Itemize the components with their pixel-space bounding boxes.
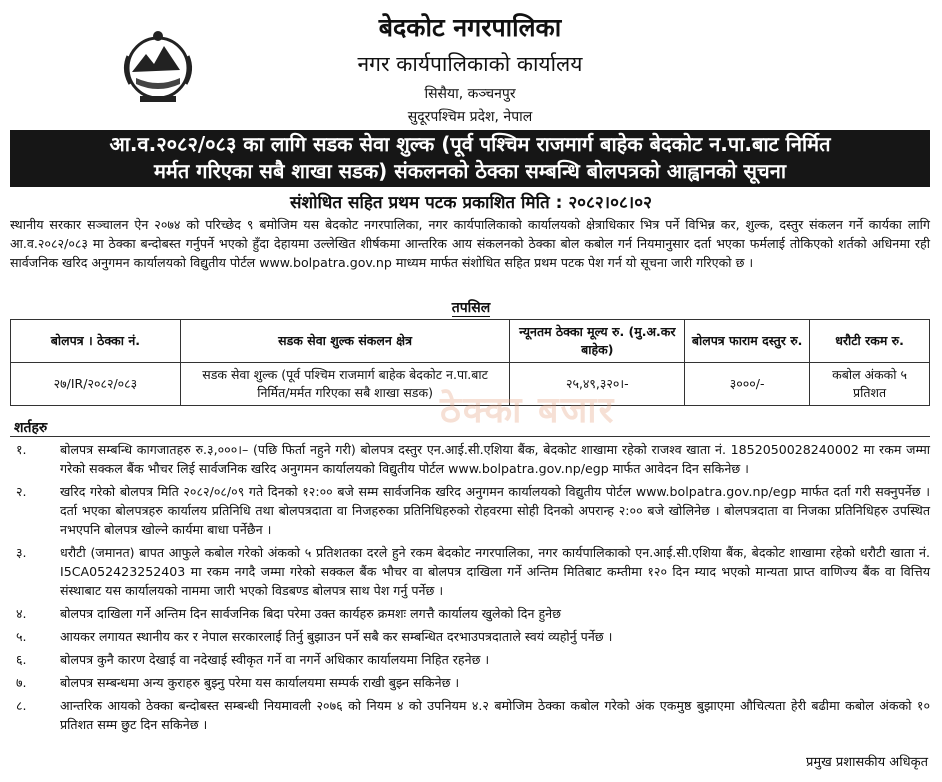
- banner-line-2: मर्मत गरिएका सबै शाखा सडक) संकलनको ठेक्का सम्बन्धि बोलपत्रको आह्वानको सूचना: [153, 159, 787, 183]
- province-name: सुदूरपश्चिम प्रदेश, नेपाल: [407, 109, 533, 125]
- terms-list: [10, 440, 930, 738]
- terms-heading-text: शर्तहरु: [14, 420, 48, 436]
- header-cell-area: सडक सेवा शुल्क संकलन क्षेत्र: [180, 320, 510, 363]
- table-header-row: [11, 320, 930, 363]
- list-item: [10, 627, 930, 646]
- term-text: आयकर लगायत स्थानीय कर र नेपाल सरकारलाई तिर्नु बुझाउन पर्ने सबै कर सम्बन्धित दरभाउपत्रदाताले स्वयं व्यहोर्नु पर्नेछ ।: [60, 629, 613, 644]
- notice-title-banner: [10, 130, 930, 187]
- cell-min-price: २५,४९,३२०।-: [510, 363, 685, 406]
- cell-bid-no: २७/IR/२०८२/०८३: [11, 363, 181, 406]
- term-number: ३.: [16, 545, 27, 560]
- cell-form-fee: ३०००/-: [685, 363, 810, 406]
- list-item: [10, 696, 930, 734]
- signatory-title: प्रमुख प्रशासकीय अधिकृत: [805, 755, 928, 770]
- term-number: ८.: [16, 698, 27, 713]
- term-text: बोलपत्र सम्बन्धमा अन्य कुराहरु बुझ्नु परेमा यस कार्यालयमा सम्पर्क राखी बुझ्न सकिनेछ ।: [60, 675, 460, 690]
- term-text: बोलपत्र दाखिला गर्ने अन्तिम दिन सार्वजनिक बिदा परेमा उक्त कार्यहरु क्रमशः लगत्तै कार्यालय खुलेको दिन हुनेछ: [60, 606, 561, 621]
- term-text: आन्तरिक आयको ठेक्का बन्दोबस्त सम्बन्धी नियमावली २०७६ को नियम ४ को उपनियम ४.२ बमोजिम ठेक्का कबोल गरेको अंक एकमुष्ठ बुझाएमा औचित्यता हेरी बढीमा कबोल अंकको १० प्रतिशत सम्म छुट दिन सकिनेछ ।: [60, 698, 930, 732]
- list-item: [10, 543, 930, 600]
- term-number: २.: [16, 484, 27, 499]
- office-name: बेदकोट नगरपालिका: [378, 13, 562, 42]
- header-cell-form-fee: बोलपत्र फाराम दस्तुर रु.: [685, 320, 810, 363]
- header-cell-deposit: धरौटी रकम रु.: [810, 320, 930, 363]
- schedule-heading: [0, 298, 942, 317]
- term-number: ६.: [16, 652, 27, 667]
- term-text: बोलपत्र सम्बन्धि कागजातहरु रु.३,०००।– (पछि फिर्ता नहुने गरी) बोलपत्र दस्तुर एन.आई.सी.एशिया बैंक, बेदकोट शाखामा रहेको राजश्व खाता नं. 1852050028240002 मा रकम जम्मा गरेको सक्कल बैंक भौचर लिई सार्वजनिक खरिद अनुगमन कार्यालयको विद्युतीय पोर्टल www.bolpatra.gov.np/egp मार्फत आवेदन दिन सकिनेछ ।: [60, 442, 930, 476]
- intro-paragraph: स्थानीय सरकार सञ्चालन ऐन २०७४ को परिच्छेद ९ बमोजिम यस बेदकोट नगरपालिका, नगर कार्यपालिकाको कार्यालयको क्षेत्राधिकार भित्र पर्ने विभिन्न कर, शुल्क, दस्तुर संकलन गर्ने कार्यका लागि आ.व.२०८२/०८३ मा ठेक्का बन्दोबस्त गर्नुपर्ने भएको हुँदा देहायमा उल्लेखित शीर्षकमा आन्तरिक आय संकलनको ठेक्का बोल कबोल गर्न नियमानुसार दर्ता भएका फर्मलाई तोकिएको शर्तको अधिनमा रही सार्वजनिक खरिद अनुगमन कार्यालयको विद्युतीय पोर्टल www.bolpatra.gov.np माध्यम मार्फत संशोधित सहित प्रथम पटक पेश गर्न यो सूचना जारी गरिएको छ ।: [10, 217, 930, 270]
- nepal-emblem-icon: [118, 26, 198, 106]
- publication-date: संशोधित सहित प्रथम पटक प्रकाशित मिति : २०८२।०८।०२: [290, 193, 652, 213]
- banner-line-1: आ.व.२०८२/०८३ का लागि सडक सेवा शुल्क (पूर्व पश्चिम राजमार्ग बाहेक बेदकोट न.पा.बाट निर्मित: [109, 132, 831, 156]
- term-text: धरौटी (जमानत) बापत आफुले कबोल गरेको अंकको ५ प्रतिशतका दरले हुने रकम बेदकोट नगरपालिका, नगर कार्यपालिकाको एन.आई.सी.एशिया बैंक, बेदकोट शाखामा रहेको धरौटी खाता नं. I5CA052423252403 मा रकम नगदै जम्मा गरेको सक्कल बैंक भौचर वा बोलपत्र दाखिला गर्ने अन्तिम मितिबाट कम्तीमा १२० दिन म्याद भएको मान्यता प्राप्त वाणिज्य बैंक वा वित्तिय संस्थाबाट यस कार्यालयको नाममा जारी भएको विडबण्ड बोलपत्र साथ पेश गर्नु पर्नेछ ।: [60, 545, 930, 598]
- divider: [10, 436, 930, 437]
- header-cell-bid-no: बोलपत्र । ठेक्का नं.: [11, 320, 181, 363]
- term-number: ४.: [16, 606, 27, 621]
- term-number: ५.: [16, 629, 27, 644]
- list-item: [10, 604, 930, 623]
- terms-heading: [14, 418, 47, 437]
- list-item: [10, 440, 930, 478]
- cell-deposit: कबोल अंकको ५ प्रतिशत: [810, 363, 930, 406]
- executive-office-name: नगर कार्यपालिकाको कार्यालय: [357, 52, 583, 76]
- term-number: १.: [16, 442, 27, 457]
- list-item: [10, 673, 930, 692]
- list-item: [10, 650, 930, 669]
- office-location: सिसैया, कञ्चनपुर: [424, 86, 516, 102]
- term-text: बोलपत्र कुनै कारण देखाई वा नदेखाई स्वीकृत गर्ने वा नगर्ने अधिकार कार्यालयमा निहित रहनेछ ।: [60, 652, 490, 667]
- schedule-heading-text: तपसिल: [451, 300, 491, 316]
- watermark: ठेक्का बजार: [440, 390, 616, 431]
- header-cell-min-price: न्यूनतम ठेक्का मूल्य रु. (मु.अ.कर बाहेक): [510, 320, 685, 363]
- cell-area: सडक सेवा शुल्क (पूर्व पश्चिम राजमार्ग बाहेक बेदकोट न.पा.बाट निर्मित/मर्मत गरिएका सबै शाखा सडक): [180, 363, 510, 406]
- term-number: ७.: [16, 675, 27, 690]
- term-text: खरिद गरेको बोलपत्र मिति २०८२/०८/०९ गते दिनको १२:०० बजे सम्म सार्वजनिक खरिद अनुगमन कार्यालयको विद्युतीय पोर्टल www.bolpatra.gov.np/egp मार्फत दर्ता गरी सक्नुपर्नेछ । दर्ता भएका बोलपत्रहरु कार्यालय प्रतिनिधि तथा बोलपत्रदाता वा निजहरुका प्रतिनिधिहरुको रोहवरमा सोही दिनको अपरान्ह २:०० बजे खोलिनेछ । बोलपत्रदाता वा निजका प्रतिनिधिहरु उपस्थित नभएपनि बोलपत्र खोल्ने कार्यमा बाधा पर्नेछैन ।: [60, 484, 930, 537]
- list-item: [10, 482, 930, 539]
